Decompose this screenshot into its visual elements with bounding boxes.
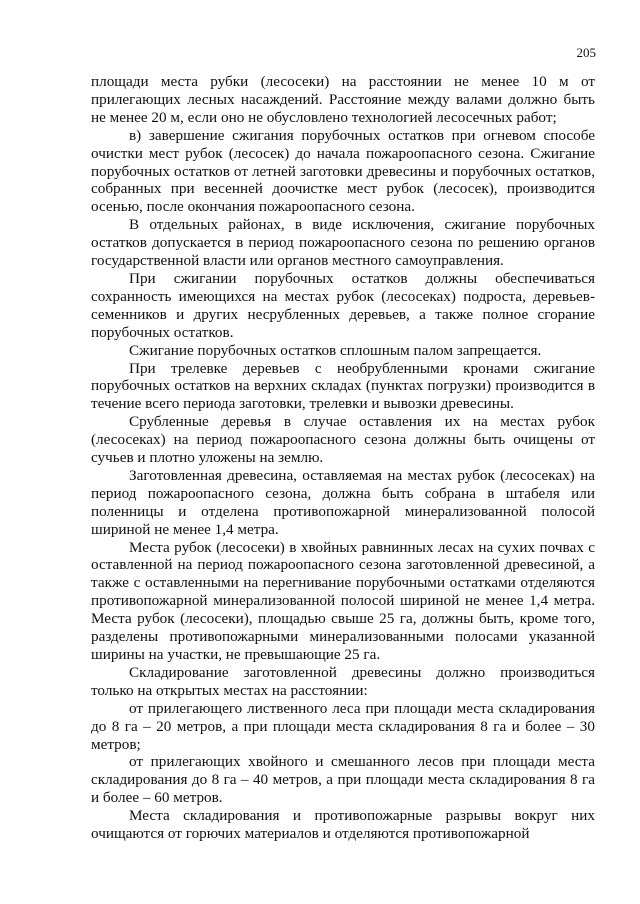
paragraph-4: При сжигании порубочных остатков должны обеспечиваться сохранность имеющихся на местах рубок (лесосеках) подроста, деревьев-семенников и других несрубленных деревьев, а также полное сгорание порубочных остатков.	[91, 269, 595, 341]
body-text	[91, 73, 595, 843]
paragraph-3: В отдельных районах, в виде исключения, сжигание порубочных остатков допускается в период пожароопасного сезона по решению органов государственной власти или органов местного самоуправления.	[91, 216, 595, 270]
page-number: 205	[576, 45, 596, 60]
paragraph-10: Складирование заготовленной древесины должно производиться только на открытых местах на расстоянии:	[91, 663, 595, 699]
paragraph-8: Заготовленная древесина, оставляемая на местах рубок (лесосеках) на период пожароопасного сезона, должна быть собрана в штабеля или поленницы и отделена противопожарной минерализованной полосой шириной не менее 1,4 метра.	[91, 466, 595, 538]
paragraph-1: площади места рубки (лесосеки) на расстоянии не менее 10 м от прилегающих лесных насаждений. Расстояние между валами должно быть не менее 20 м, если оно не обусловлено технологией лесосечных работ;	[91, 73, 595, 126]
paragraph-13: Места складирования и противопожарные разрывы вокруг них очищаются от горючих материалов и отделяются противопожарной	[91, 807, 595, 843]
paragraph-2: в) завершение сжигания порубочных остатков при огневом способе очистки мест рубок (лесосек) до начала пожароопасного сезона. Сжигание порубочных остатков от летней заготовки древесины и порубочных остатков, собранных при весенней доочистке мест рубок (лесосек), производится осенью, после окончания пожароопасного сезона.	[91, 126, 595, 216]
paragraph-11: от прилегающего лиственного леса при площади места складирования до 8 га – 20 метров, а при площади места складирования 8 га и более – 30 метров;	[91, 699, 595, 753]
paragraph-5: Сжигание порубочных остатков сплошным палом запрещается.	[129, 341, 542, 359]
paragraph-7: Срубленные деревья в случае оставления их на местах рубок (лесосеках) на период пожароопасного сезона должны быть очищены от сучьев и плотно уложены на землю.	[91, 413, 595, 467]
paragraph-6: При трелевке деревьев с необрубленными кронами сжигание порубочных остатков на верхних складах (пунктах погрузки) производится в течение всего периода заготовки, трелевки и вывозки древесины.	[91, 359, 595, 413]
paragraph-12: от прилегающих хвойного и смешанного лесов при площади места складирования до 8 га – 40 метров, а при площади места складирования 8 га и более – 60 метров.	[91, 753, 595, 807]
paragraph-9: Места рубок (лесосеки) в хвойных равнинных лесах на сухих почвах с оставленной на период пожароопасного сезона заготовленной древесиной, а также с оставленными на перегнивание порубочными остатками отделяются противопожарной минерализованной полосой шириной не менее 1,4 метра. Места рубок (лесосеки), площадью свыше 25 га, должны быть, кроме того, разделены противопожарными минерализованными полосами указанной ширины на участки, не превышающие 25 га.	[91, 538, 595, 663]
